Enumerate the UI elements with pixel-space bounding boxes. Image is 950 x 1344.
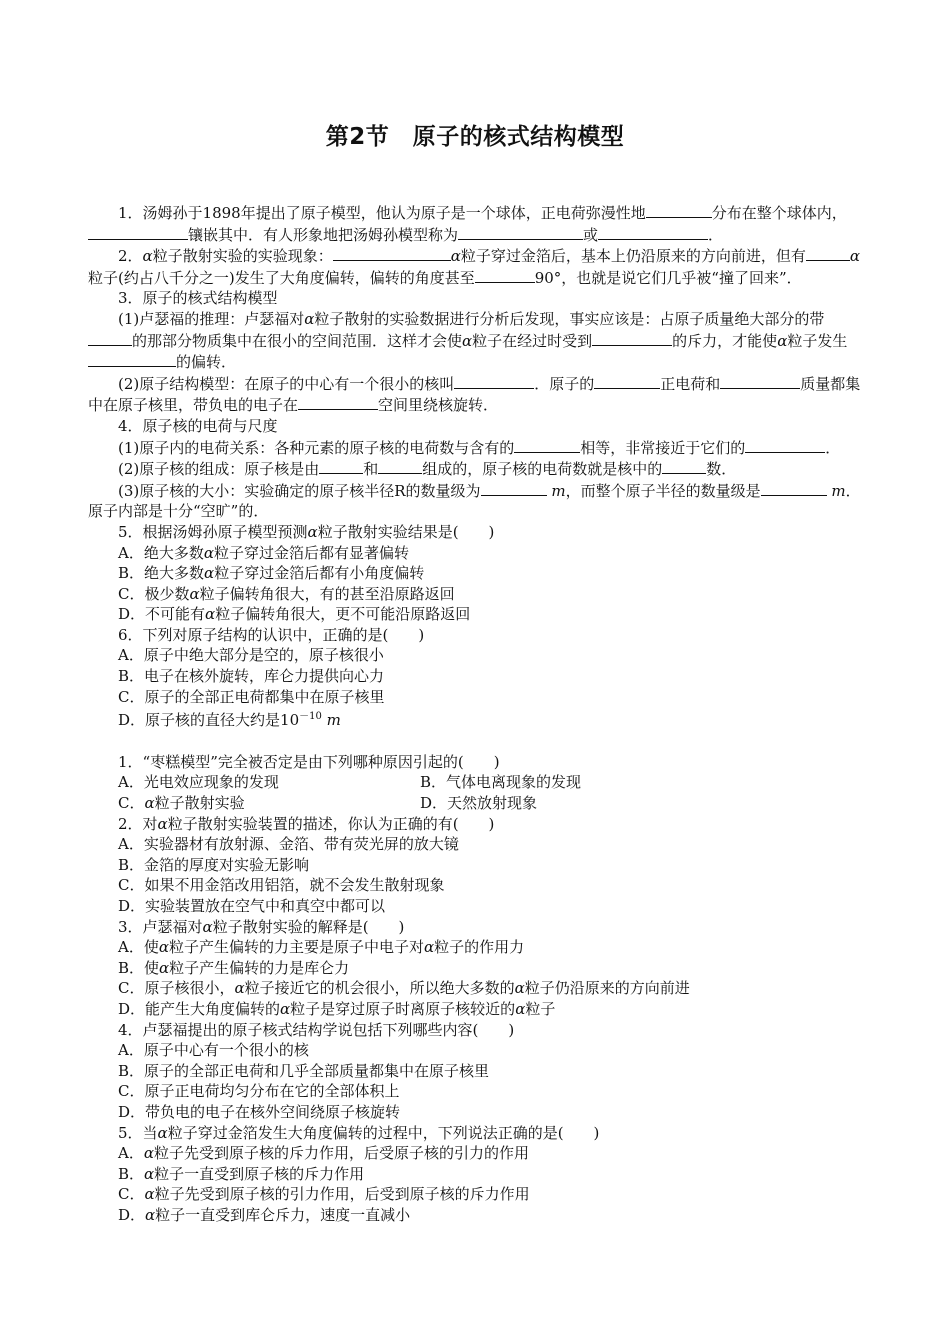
answer-blank[interactable] (598, 224, 708, 240)
pre-question-2: 2．α粒子散射实验的实验现象： α粒子穿过金箔后，基本上仍沿原来的方向前进，但有 α粒子(约占八千分之一)发生了大角度偏转，偏转的角度甚至 90°，也就是说它们几乎被“撞了回来”． (88, 247, 860, 287)
section-spacer (88, 731, 866, 752)
post-question-5-option-c[interactable]: C．α粒子先受到原子核的引力作用，后受到原子核的斥力作用 (118, 1185, 530, 1204)
post-question-3-stem: 3．卢瑟福对α粒子散射实验的解释是( ) (118, 917, 405, 936)
answer-blank[interactable] (806, 245, 850, 261)
post-question-1-options-row-2 (88, 793, 866, 814)
pre-question-5-option-a[interactable]: A．绝大多数α粒子穿过金箔后都有显著偏转 (118, 543, 410, 562)
pre-question-4-part-1: (1)原子内的电荷关系：各种元素的原子核的电荷数与含有的 相等，非常接近于它们的 ． (118, 438, 841, 457)
answer-blank[interactable] (745, 437, 825, 453)
page-title: 第2节 原子的核式结构模型 (325, 124, 625, 150)
post-question-2-stem: 2．对α粒子散射实验装置的描述，你认为正确的有( ) (118, 814, 495, 833)
post-question-3-option-c[interactable]: C．原子核很小，α粒子接近它的机会很小，所以绝大多数的α粒子仍沿原来的方向前进 (118, 979, 690, 998)
post-question-3-option-b[interactable]: B．使α粒子产生偏转的力是库仑力 (118, 958, 350, 977)
answer-blank[interactable] (458, 224, 583, 240)
post-question-3-option-a[interactable]: A．使α粒子产生偏转的力主要是原子中电子对α粒子的作用力 (118, 938, 525, 957)
pre-question-6-stem: 6．下列对原子结构的认识中，正确的是( ) (118, 625, 425, 644)
post-question-4-option-c[interactable]: C．原子正电荷均匀分布在它的全部体积上 (118, 1082, 400, 1101)
pre-question-3-part-1: (1)卢瑟福的推理：卢瑟福对α粒子散射的实验数据进行分析后发现，事实应该是：占原子质量绝大部分的带的那部分物质集中在很小的空间范围．这样才会使α粒子在经过时受到 的斥力，才能使α粒子发生的偏转． (88, 309, 866, 373)
pre-question-5-option-d[interactable]: D．不可能有α粒子偏转角很大，更不可能沿原路返回 (118, 605, 471, 624)
pre-question-3-heading: 3．原子的核式结构模型 (118, 289, 278, 308)
post-question-5-option-d[interactable]: D．α粒子一直受到库仑斥力，速度一直减小 (118, 1205, 411, 1224)
pre-question-3-part-2: (2)原子结构模型：在原子的中心有一个很小的核叫 ．原子的 正电荷和 质量都集中在原子核里，带负电的电子在 空间里绕核旋转． (88, 374, 861, 415)
pre-question-5-stem: 5．根据汤姆孙原子模型预测α粒子散射实验结果是( ) (118, 522, 495, 541)
pre-question-5-option-b[interactable]: B．绝大多数α粒子穿过金箔后都有小角度偏转 (118, 564, 425, 583)
post-question-1-option-d[interactable]: D．天然放射现象 (420, 794, 538, 813)
post-question-4-option-d[interactable]: D．带负电的电子在核外空间绕原子核旋转 (118, 1102, 401, 1121)
answer-blank[interactable] (481, 480, 547, 496)
pre-question-6-option-a[interactable]: A．原子中绝大部分是空的，原子核很小 (118, 646, 384, 665)
answer-blank[interactable] (298, 394, 378, 410)
answer-blank[interactable] (88, 351, 176, 367)
answer-blank[interactable] (720, 373, 800, 389)
pre-question-5-option-c[interactable]: C．极少数α粒子偏转角很大，有的甚至沿原路返回 (118, 584, 455, 603)
post-question-1-option-c[interactable]: C．α粒子散射实验 (118, 794, 245, 813)
post-question-1-stem: 1．“枣糕模型”完全被否定是由下列哪种原因引起的( ) (118, 752, 500, 771)
post-question-4-option-a[interactable]: A．原子中心有一个很小的核 (118, 1041, 309, 1060)
post-question-2-option-c[interactable]: C．如果不用金箔改用铝箔，就不会发生散射现象 (118, 876, 445, 895)
answer-blank[interactable] (333, 245, 451, 261)
pre-question-4-heading: 4．原子核的电荷与尺度 (118, 416, 278, 435)
post-question-5-stem: 5．当α粒子穿过金箔发生大角度偏转的过程中，下列说法正确的是( ) (118, 1123, 600, 1142)
post-question-1-options-row-1 (88, 772, 866, 793)
post-question-1-option-a[interactable]: A．光电效应现象的发现 (118, 773, 279, 792)
answer-blank[interactable] (475, 267, 535, 283)
answer-blank[interactable] (88, 224, 188, 240)
answer-blank[interactable] (319, 458, 363, 474)
pre-question-6-option-d[interactable]: D．原子核的直径大约是$10^{-10}$ m (118, 711, 341, 730)
answer-blank[interactable] (88, 330, 132, 346)
post-question-2-option-d[interactable]: D．实验装置放在空气中和真空中都可以 (118, 897, 386, 915)
pre-question-4-part-2: (2)原子核的组成：原子核是由 和 组成的，原子核的电荷数就是核中的 数． (118, 460, 737, 479)
post-question-2-option-a[interactable]: A．实验器材有放射源、金箔、带有荧光屏的放大镜 (118, 835, 459, 854)
post-question-3-option-d[interactable]: D．能产生大角度偏转的α粒子是穿过原子时离原子核较近的α粒子 (118, 999, 556, 1018)
answer-blank[interactable] (761, 480, 827, 496)
post-question-1-option-b[interactable]: B．气体电离现象的发现 (420, 773, 582, 792)
document-body (88, 202, 866, 1226)
answer-blank[interactable] (514, 437, 580, 453)
pre-question-6-option-b[interactable]: B．电子在核外旋转，库仑力提供向心力 (118, 667, 385, 686)
answer-blank[interactable] (662, 458, 706, 474)
post-question-4-stem: 4．卢瑟福提出的原子核式结构学说包括下列哪些内容( ) (118, 1020, 515, 1039)
pre-question-1: 1．汤姆孙于1898年提出了原子模型，他认为原子是一个球体，正电荷弥漫性地 分布在整个球体内，镶嵌其中．有人形象地把汤姆孙模型称为 或 ． (88, 202, 866, 245)
post-question-5-option-b[interactable]: B．α粒子一直受到原子核的斥力作用 (118, 1164, 365, 1183)
pre-question-6-option-c[interactable]: C．原子的全部正电荷都集中在原子核里 (118, 687, 385, 706)
answer-blank[interactable] (454, 373, 534, 389)
answer-blank[interactable] (594, 373, 660, 389)
post-question-5-option-a[interactable]: A．α粒子先受到原子核的斥力作用，后受原子核的引力的作用 (118, 1144, 529, 1163)
answer-blank[interactable] (378, 458, 422, 474)
post-question-4-option-b[interactable]: B．原子的全部正电荷和几乎全部质量都集中在原子核里 (118, 1061, 490, 1080)
pre-question-4-part-3: (3)原子核的大小：实验确定的原子核半径R的数量级为 m，而整个原子半径的数量级是 m．原子内部是十分“空旷”的． (88, 481, 861, 521)
answer-blank[interactable] (592, 330, 672, 346)
answer-blank[interactable] (646, 202, 712, 218)
post-question-2-option-b[interactable]: B．金箔的厚度对实验无影响 (118, 855, 310, 874)
